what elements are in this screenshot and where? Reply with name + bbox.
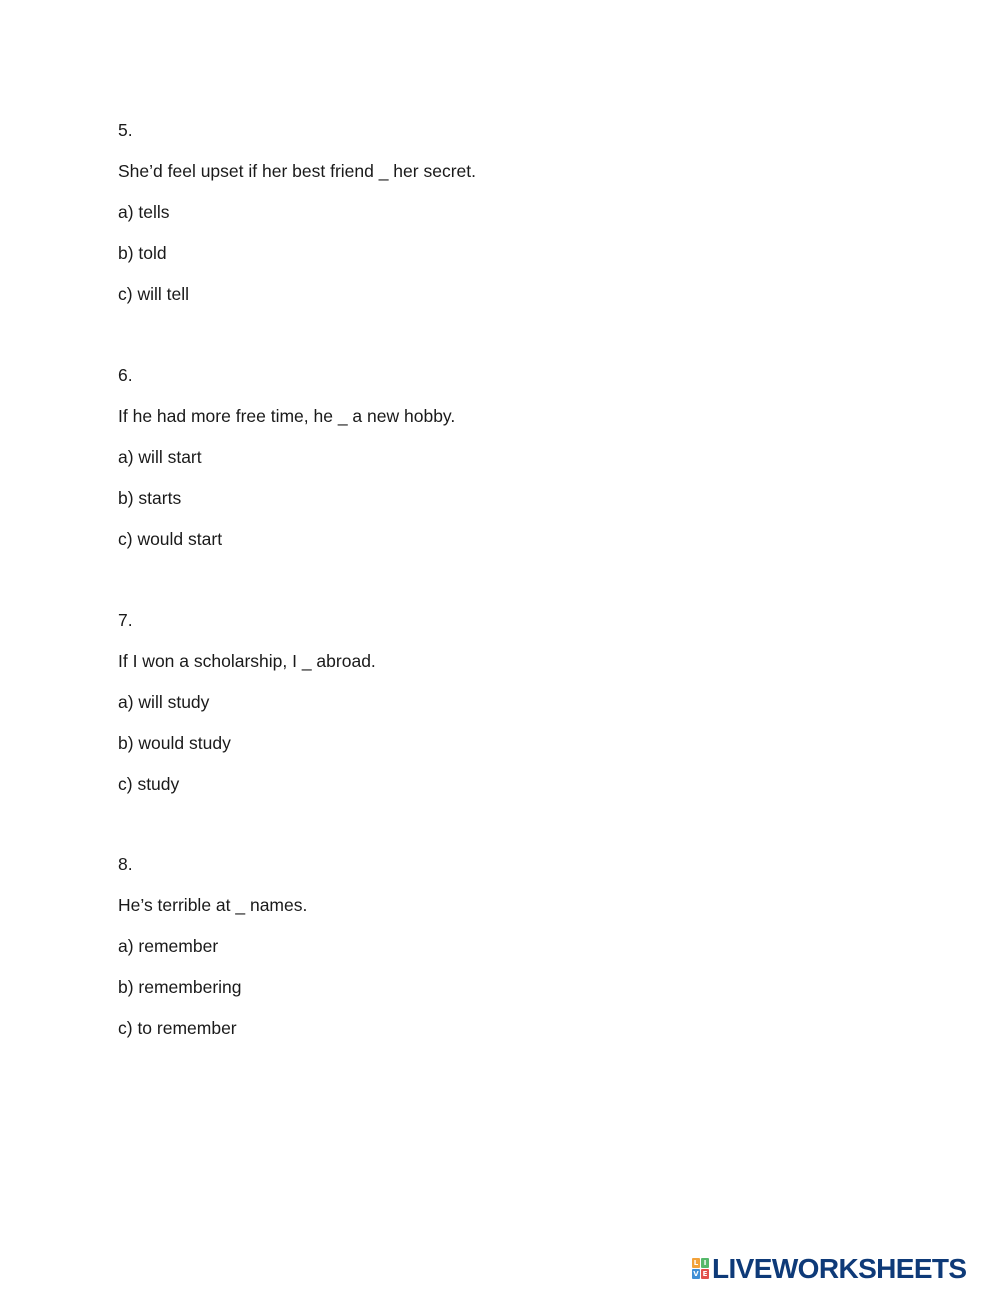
question-prompt: She’d feel upset if her best friend _ her secret. bbox=[118, 160, 476, 181]
option-c[interactable]: c) to remember bbox=[118, 1017, 237, 1038]
option-a[interactable]: a) will start bbox=[118, 446, 202, 467]
option-a[interactable]: a) remember bbox=[118, 935, 219, 956]
brand-name: LIVEWORKSHEETS bbox=[712, 1253, 967, 1284]
option-a[interactable]: a) will study bbox=[118, 691, 210, 712]
question-number: 8. bbox=[118, 854, 133, 874]
question-5 bbox=[118, 120, 878, 324]
option-c[interactable]: c) study bbox=[118, 773, 180, 794]
option-a[interactable]: a) tells bbox=[118, 201, 170, 222]
question-6 bbox=[118, 365, 878, 569]
liveworksheets-logo bbox=[692, 1255, 967, 1283]
question-number: 6. bbox=[118, 365, 133, 385]
question-7 bbox=[118, 610, 878, 814]
question-8 bbox=[118, 854, 878, 1058]
option-b[interactable]: b) would study bbox=[118, 732, 231, 753]
question-prompt: If I won a scholarship, I _ abroad. bbox=[118, 650, 376, 671]
option-c[interactable]: c) will tell bbox=[118, 283, 189, 304]
logo-tile: V bbox=[693, 1270, 699, 1278]
logo-tile: I bbox=[701, 1258, 709, 1268]
option-b[interactable]: b) starts bbox=[118, 487, 182, 508]
option-b[interactable]: b) remembering bbox=[118, 976, 242, 997]
option-b[interactable]: b) told bbox=[118, 242, 167, 263]
question-number: 7. bbox=[118, 610, 133, 630]
option-c[interactable]: c) would start bbox=[118, 528, 223, 549]
question-prompt: If he had more free time, he _ a new hobby. bbox=[118, 405, 456, 426]
question-prompt: He’s terrible at _ names. bbox=[118, 894, 308, 915]
question-number: 5. bbox=[118, 120, 133, 140]
logo-tile: L bbox=[693, 1259, 699, 1267]
logo-tile: E bbox=[702, 1270, 708, 1278]
logo-mark-icon bbox=[692, 1258, 710, 1280]
